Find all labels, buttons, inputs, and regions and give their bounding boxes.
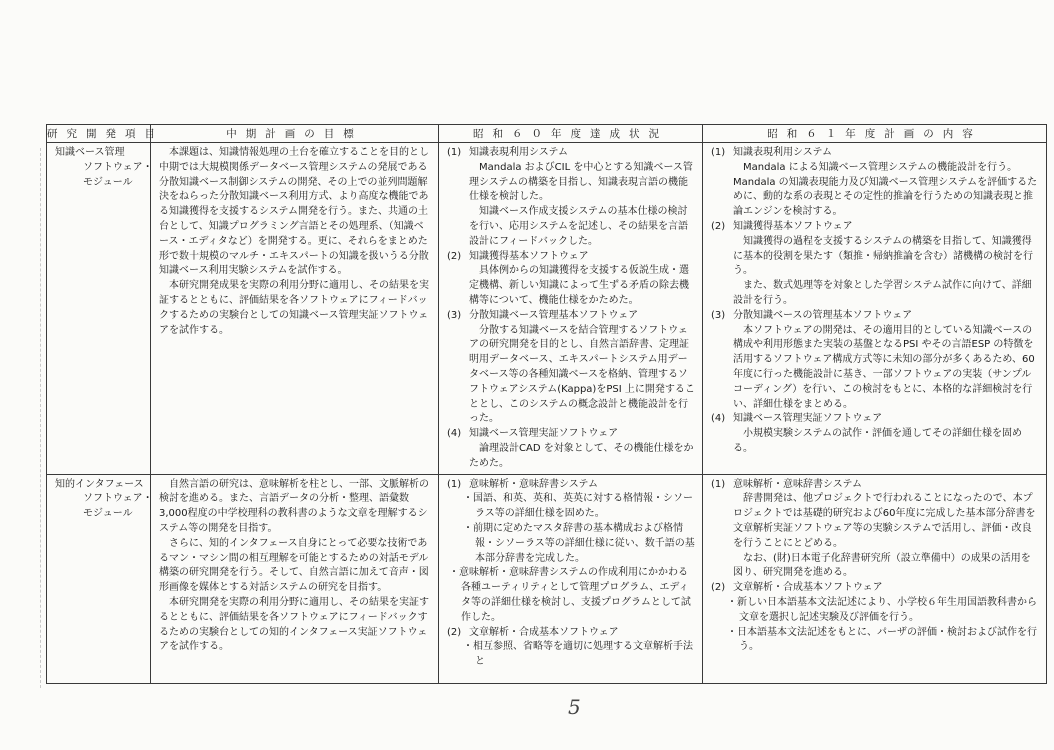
item-title-line: 知識ベース管理 xyxy=(55,147,125,158)
plan-cell xyxy=(703,474,1047,683)
table-row xyxy=(47,143,1047,475)
plan-bullet: ・新しい日本語基本文法記述により、小学校６年生用国語教科書から文章を選択し記述実験及び評価を行う。 xyxy=(727,596,1037,623)
plan-item-text: また、数式処理等を対象とした学習システム試作に向けて、詳細設計を行う。 xyxy=(733,280,1032,306)
plan-cell xyxy=(703,143,1047,475)
table-row xyxy=(47,474,1047,683)
status-item-text: 論理設計CAD を対象として、その機能仕様をかためた。 xyxy=(469,442,694,469)
goal-paragraph: さらに、知的インタフェース自身にとって必要な技術であるマン・マシン間の相互理解を可能とするための対話モデル構築の研究開発を行う。そして、自然言語に加えて音声・図形画像を媒体とする対話システムの研究を目指す。 xyxy=(159,537,429,594)
status-bullet: ・意味解析・意味辞書システムの作成利用にかかわる各種ユーティリティとして管理プログラム、エディタ等の詳細仕様を検討し、支援プログラムとして試作した。 xyxy=(449,567,691,623)
item-title-line: ソフトウェア・ xyxy=(83,493,153,505)
item-title-line: ソフトウェア・ xyxy=(83,161,153,173)
plan-table xyxy=(46,124,1047,684)
status-item-heading: (3) 分散知識ベース管理基本ソフトウェア xyxy=(447,309,639,321)
plan-item-heading: (1) 知識表現利用システム xyxy=(711,147,832,158)
status-bullet: ・国語、和英、英和、英英に対する格情報・シソーラス等の詳細仕様を固めた。 xyxy=(463,493,693,520)
item-title-line: モジュール xyxy=(83,176,133,188)
plan-item-text: 知識獲得の過程を支援するシステムの構築を目指して、知識獲得に基本的役割を果たす（類推・帰納推論を含む）諸機構の検討を行う。 xyxy=(733,235,1033,277)
goal-paragraph: 本課題は、知識情報処理の土台を確立することを目的とし中期では大規模関係データベース管理システムの発展である分散知識ベース制御システムの開発、その上での並列問題解決をねらった分散知識ベース利用方式、より高度な機能である知識獲得を支援するシステム開発を行う。また、共通の土台として、知識プログラミング言語とその処理系、（知識ベース・エディタなど）を開発する。更に、それらをまとめた形で数十規模のマルチ・エキスパートの知識を扱いうる分散知識ベース利用実験システムを試作する。 xyxy=(159,147,429,277)
status-item-heading: (1) 知識表現利用システム xyxy=(447,147,568,158)
status-item-text: 知識ベース作成支援システムの基本仕様の検討を行い、応用システムを記述し、その結果を言語設計にフィードバックした。 xyxy=(469,206,688,247)
plan-item-heading: (2) 知識獲得基本ソフトウェア xyxy=(711,220,853,232)
status-cell xyxy=(439,474,703,683)
plan-item-heading: (2) 文章解析・合成基本ソフトウェア xyxy=(711,582,883,594)
status-item-heading: (4) 知識ベース管理実証ソフトウェア xyxy=(447,428,619,440)
status-item-heading: (2) 文章解析・合成基本ソフトウェア xyxy=(447,626,619,638)
status-cell xyxy=(439,143,703,475)
binding-margin-line xyxy=(22,148,41,688)
status-item-heading: (1) 意味解析・意味辞書システム xyxy=(447,478,598,490)
goal-paragraph: 本研究開発を実際の利用分野に適用し、その結果を実証するとともに、評価結果を各ソフトウェアにフィードバックするための実験台としての知的インタフェース実証ソフトウェアを試作する。 xyxy=(159,596,429,653)
header-goal: 中期計画の目標 xyxy=(151,125,439,143)
status-bullet: ・相互参照、省略等を適切に処理する文章解析手法と xyxy=(463,641,693,668)
page-number: 5 xyxy=(568,695,581,719)
plan-item-text: 辞書開発は、他プロジェクトで行われることになったので、本プロジェクトでは基礎的研究および60年度に完成した基本部分辞書を文章解析実証ソフトウェア等の実験システムで活用し、評価・改良を行うことにとどめる。 xyxy=(733,493,1036,549)
item-cell xyxy=(47,474,151,683)
plan-item-heading: (4) 知識ベース管理実証ソフトウェア xyxy=(711,413,883,425)
plan-item-heading: (1) 意味解析・意味辞書システム xyxy=(711,478,862,490)
goal-cell xyxy=(151,143,439,475)
header-plan: 昭和６１年度計画の内容 xyxy=(703,125,1047,143)
item-cell xyxy=(47,143,151,475)
plan-item-text: なお、(財)日本電子化辞書研究所（設立準備中）の成果の活用を図り、研究開発を進める。 xyxy=(733,552,1031,579)
plan-item-text: Mandala による知識ベース管理システムの機能設計を行う。Mandala の知識表現能力及び知識ベース管理システムを評価するために、動的な系の表現とその定性的推論を行うための知識表現と推論エンジンを検討する。 xyxy=(733,161,1038,218)
status-bullet: ・前期に定めたマスタ辞書の基本構成および格情報・シソーラス等の詳細仕様に従い、数千語の基本部分辞書を完成した。 xyxy=(463,522,695,564)
item-title-line: モジュール xyxy=(83,508,133,520)
item-title-line: 知的インタフェース xyxy=(55,478,144,490)
plan-bullet: ・日本語基本文法記述をもとに、パーザの評価・検討および試作を行う。 xyxy=(727,626,1037,653)
plan-item-heading: (3) 分散知識ベースの管理基本ソフトウェア xyxy=(711,309,913,321)
goal-paragraph: 本研究開発成果を実際の利用分野に適用し、その結果を実証するとともに、評価結果を各ソフトウェアにフィードバックするための実験台としての知識ベース管理実証ソフトウェアを試作する。 xyxy=(159,280,429,336)
status-item-text: 分散する知識ベースを結合管理するソフトウェアの研究開発を目的とし、自然言語辞書、定理証明用データベース、エキスパートシステム用データベース等の各種知識ベースを格納、管理するソフトウェアシステム(Kappa)をPSI 上に開発することとし、このシステムの概念設計と機能設計を行った。 xyxy=(469,324,695,425)
status-item-text: Mandala およびCIL を中心とする知識ベース管理システムの構築を目指し、知識表現言語の機能仕様を検討した。 xyxy=(469,161,693,203)
goal-paragraph: 自然言語の研究は、意味解析を柱とし、一部、文脈解析の検討を進める。また、言語データの分析・整理、語彙数3,000程度の中学校理科の教科書のような文章を理解するシステム等の開発を目指す。 xyxy=(159,478,429,534)
header-item: 研究開発項目 xyxy=(47,125,151,143)
plan-item-text: 小規模実験システムの試作・評価を通してその詳細仕様を固める。 xyxy=(733,428,1022,454)
document-sheet xyxy=(46,124,1046,684)
goal-cell xyxy=(151,474,439,683)
status-item-heading: (2) 知識獲得基本ソフトウェア xyxy=(447,250,589,262)
plan-item-text: 本ソフトウェアの開発は、その適用目的としている知識ベースの構成や利用形態また実装の基盤となるPSI やその言語ESP の特徴を活用するソフトウェア構成方式等に未知の部分が多くあるため、60年度に行った機能設計に基き、一部ソフトウェアの実装（サンプルコーディング）を行い、この検討をもとに、本格的な詳細検討を行い、詳細仕様をまとめる。 xyxy=(733,324,1035,410)
header-status: 昭和６０年度達成状況 xyxy=(439,125,703,143)
status-item-text: 具体例からの知識獲得を支援する仮説生成・選定機構、新しい知識によって生ずる矛盾の除去機構等について、機能仕様をかためた。 xyxy=(469,265,689,306)
header-row xyxy=(47,125,1047,143)
